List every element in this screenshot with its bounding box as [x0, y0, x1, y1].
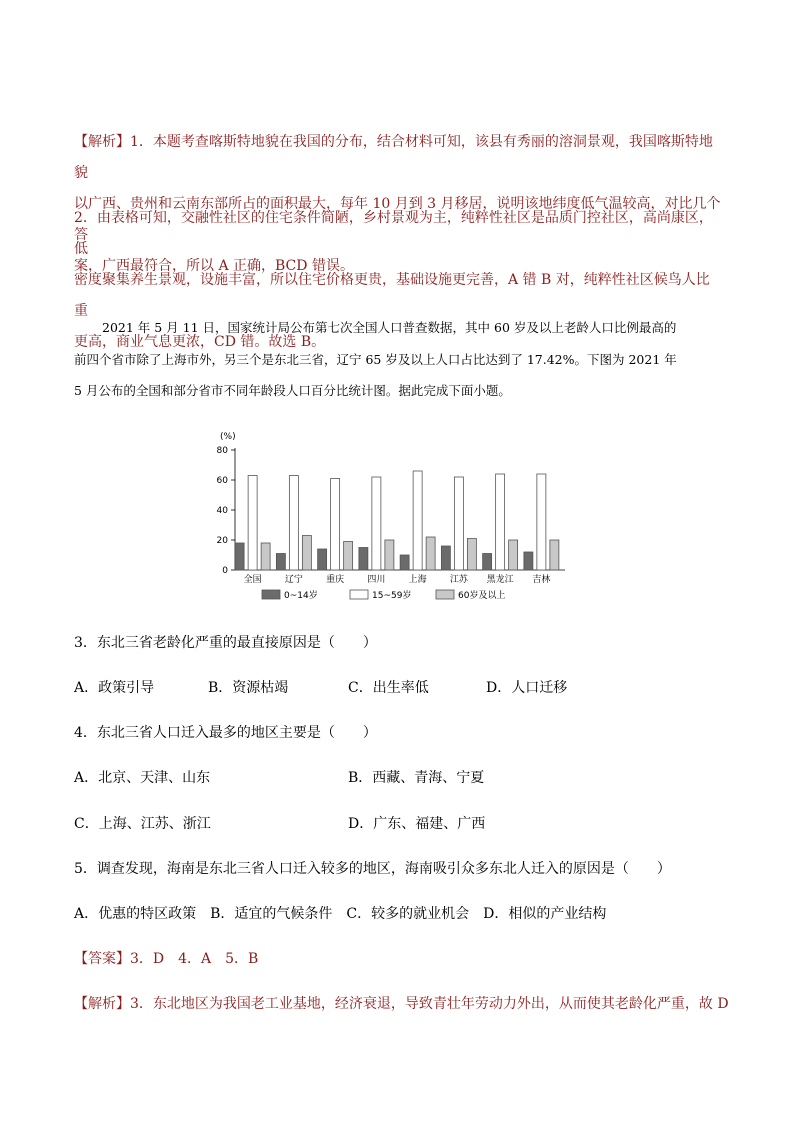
- material-intro-line-1: 2021 年 5 月 11 日，国家统计局公布第七次全国人口普查数据，其中 60 岁及以上老龄人口比例最高的: [102, 320, 677, 335]
- bar-吉林-0~14岁: [524, 552, 533, 570]
- x-tick-label: 上海: [408, 575, 427, 585]
- bar-辽宁-15~59岁: [289, 476, 298, 571]
- bar-江苏-60岁及以上: [467, 539, 476, 571]
- bar-吉林-15~59岁: [537, 474, 546, 570]
- legend-label: 15~59岁: [372, 591, 412, 601]
- question-4-option-a: A．北京、天津、山东: [74, 770, 211, 786]
- material-intro-line-3: 5 月公布的全国和部分省市不同年龄段人口百分比统计图。据此完成下面小题。: [74, 383, 511, 398]
- bar-四川-0~14岁: [359, 548, 368, 571]
- analysis-2-line-1: 2．由表格可知，交融性社区的住宅条件简陋，乡村景观为主，纯粹性社区是品质门控社区，高尚康区，低: [74, 210, 713, 257]
- x-tick-label: 辽宁: [284, 575, 303, 585]
- legend-swatch-0~14岁: [262, 590, 280, 599]
- y-tick-label: 20: [216, 536, 228, 546]
- analysis-3-text: 3．东北地区为我国老工业基地，经济衰退，导致青壮年劳动力外出，从而使其老龄化严重，故 D: [130, 996, 729, 1012]
- bar-重庆-15~59岁: [331, 479, 340, 571]
- bar-重庆-0~14岁: [318, 549, 327, 570]
- question-3-option-c: C．出生率低: [348, 680, 429, 696]
- question-3-option-a: A．政策引导: [74, 680, 155, 696]
- question-4-option-b: B．西藏、青海、宁夏: [348, 770, 485, 786]
- question-5-stem: 5．调查发现，海南是东北三省人口迁入较多的地区，海南吸引众多东北人迁入的原因是（ ）: [74, 861, 671, 877]
- analysis-1-line-3: 案，广西最符合，所以 A 正确，BCD 错误。: [74, 258, 354, 274]
- analysis-1-line-2: 以广西、贵州和云南东部所占的面积最大，每年 10 月到 3 月移居，说明该地纬度低气温较高，对比几个答: [74, 196, 721, 243]
- bar-上海-0~14岁: [400, 555, 409, 570]
- bar-黑龙江-15~59岁: [496, 474, 505, 570]
- x-tick-label: 黑龙江: [486, 575, 514, 585]
- answer-line: [74, 948, 258, 968]
- bar-吉林-60岁及以上: [550, 540, 559, 570]
- answer-label: 【答案】: [74, 951, 130, 967]
- y-tick-label: 60: [216, 476, 228, 486]
- legend-label: 60岁及以上: [458, 591, 506, 601]
- bar-江苏-0~14岁: [441, 546, 450, 570]
- y-tick-label: 40: [216, 506, 228, 516]
- bar-四川-15~59岁: [372, 477, 381, 570]
- analysis-3-label: 【解析】: [74, 996, 130, 1012]
- bar-上海-60岁及以上: [426, 537, 435, 570]
- analysis-2-line-3: 更高，商业气息更浓，CD 错。故选 B。: [74, 334, 326, 350]
- material-intro-line-2: 前四个省市除了上海市外，另三个是东北三省，辽宁 65 岁及以上人口占比达到了 17.42%。下图为 2021 年: [74, 351, 677, 367]
- population-age-chart: [200, 425, 580, 610]
- material-intro: [74, 312, 724, 407]
- legend-label: 0~14岁: [284, 591, 318, 601]
- bar-四川-60岁及以上: [385, 540, 394, 570]
- question-4-option-d: D．广东、福建、广西: [348, 816, 486, 832]
- x-tick-label: 江苏: [449, 575, 468, 585]
- x-tick-label: 吉林: [532, 575, 551, 585]
- y-tick-label: 0: [222, 566, 228, 576]
- question-3-option-d: D．人口迁移: [486, 680, 568, 696]
- x-tick-label: 四川: [367, 575, 386, 585]
- bar-上海-15~59岁: [413, 471, 422, 570]
- bar-江苏-15~59岁: [454, 477, 463, 570]
- x-tick-label: 重庆: [326, 575, 345, 585]
- bar-黑龙江-0~14岁: [483, 554, 492, 571]
- question-3-option-b: B．资源枯竭: [208, 680, 289, 696]
- question-5-options: A．优惠的特区政策 B．适宜的气候条件 C．较多的就业机会 D．相似的产业结构: [74, 906, 607, 922]
- bar-全国-0~14岁: [235, 543, 244, 570]
- y-axis-label: (%): [220, 432, 236, 442]
- analysis-label: 【解析】: [74, 134, 130, 150]
- bar-辽宁-60岁及以上: [302, 536, 311, 571]
- bar-黑龙江-60岁及以上: [509, 540, 518, 570]
- bar-重庆-60岁及以上: [344, 542, 353, 571]
- y-tick-label: 80: [216, 446, 228, 456]
- bar-辽宁-0~14岁: [276, 554, 285, 571]
- bar-全国-60岁及以上: [261, 543, 270, 570]
- question-4-stem: 4．东北三省人口迁入最多的地区主要是（ ）: [74, 725, 377, 741]
- analysis-2-line-2: 密度聚集养生景观，设施丰富，所以住宅价格更贵，基础设施更完善，A 错 B 对，纯粹性社区候鸟人比重: [74, 272, 710, 319]
- analysis-1-line-1: 1．本题考查喀斯特地貌在我国的分布，结合材料可知，该县有秀丽的溶洞景观，我国喀斯特地貌: [74, 134, 713, 181]
- question-3-stem: 3．东北三省老龄化严重的最直接原因是（ ）: [74, 635, 377, 651]
- question-4-option-c: C．上海、江苏、浙江: [74, 816, 211, 832]
- answer-text: 3．D 4．A 5．B: [130, 951, 259, 967]
- bar-全国-15~59岁: [248, 476, 257, 571]
- legend-swatch-15~59岁: [350, 590, 368, 599]
- legend-swatch-60岁及以上: [436, 590, 454, 599]
- x-tick-label: 全国: [243, 575, 262, 585]
- analysis-3: [74, 993, 729, 1013]
